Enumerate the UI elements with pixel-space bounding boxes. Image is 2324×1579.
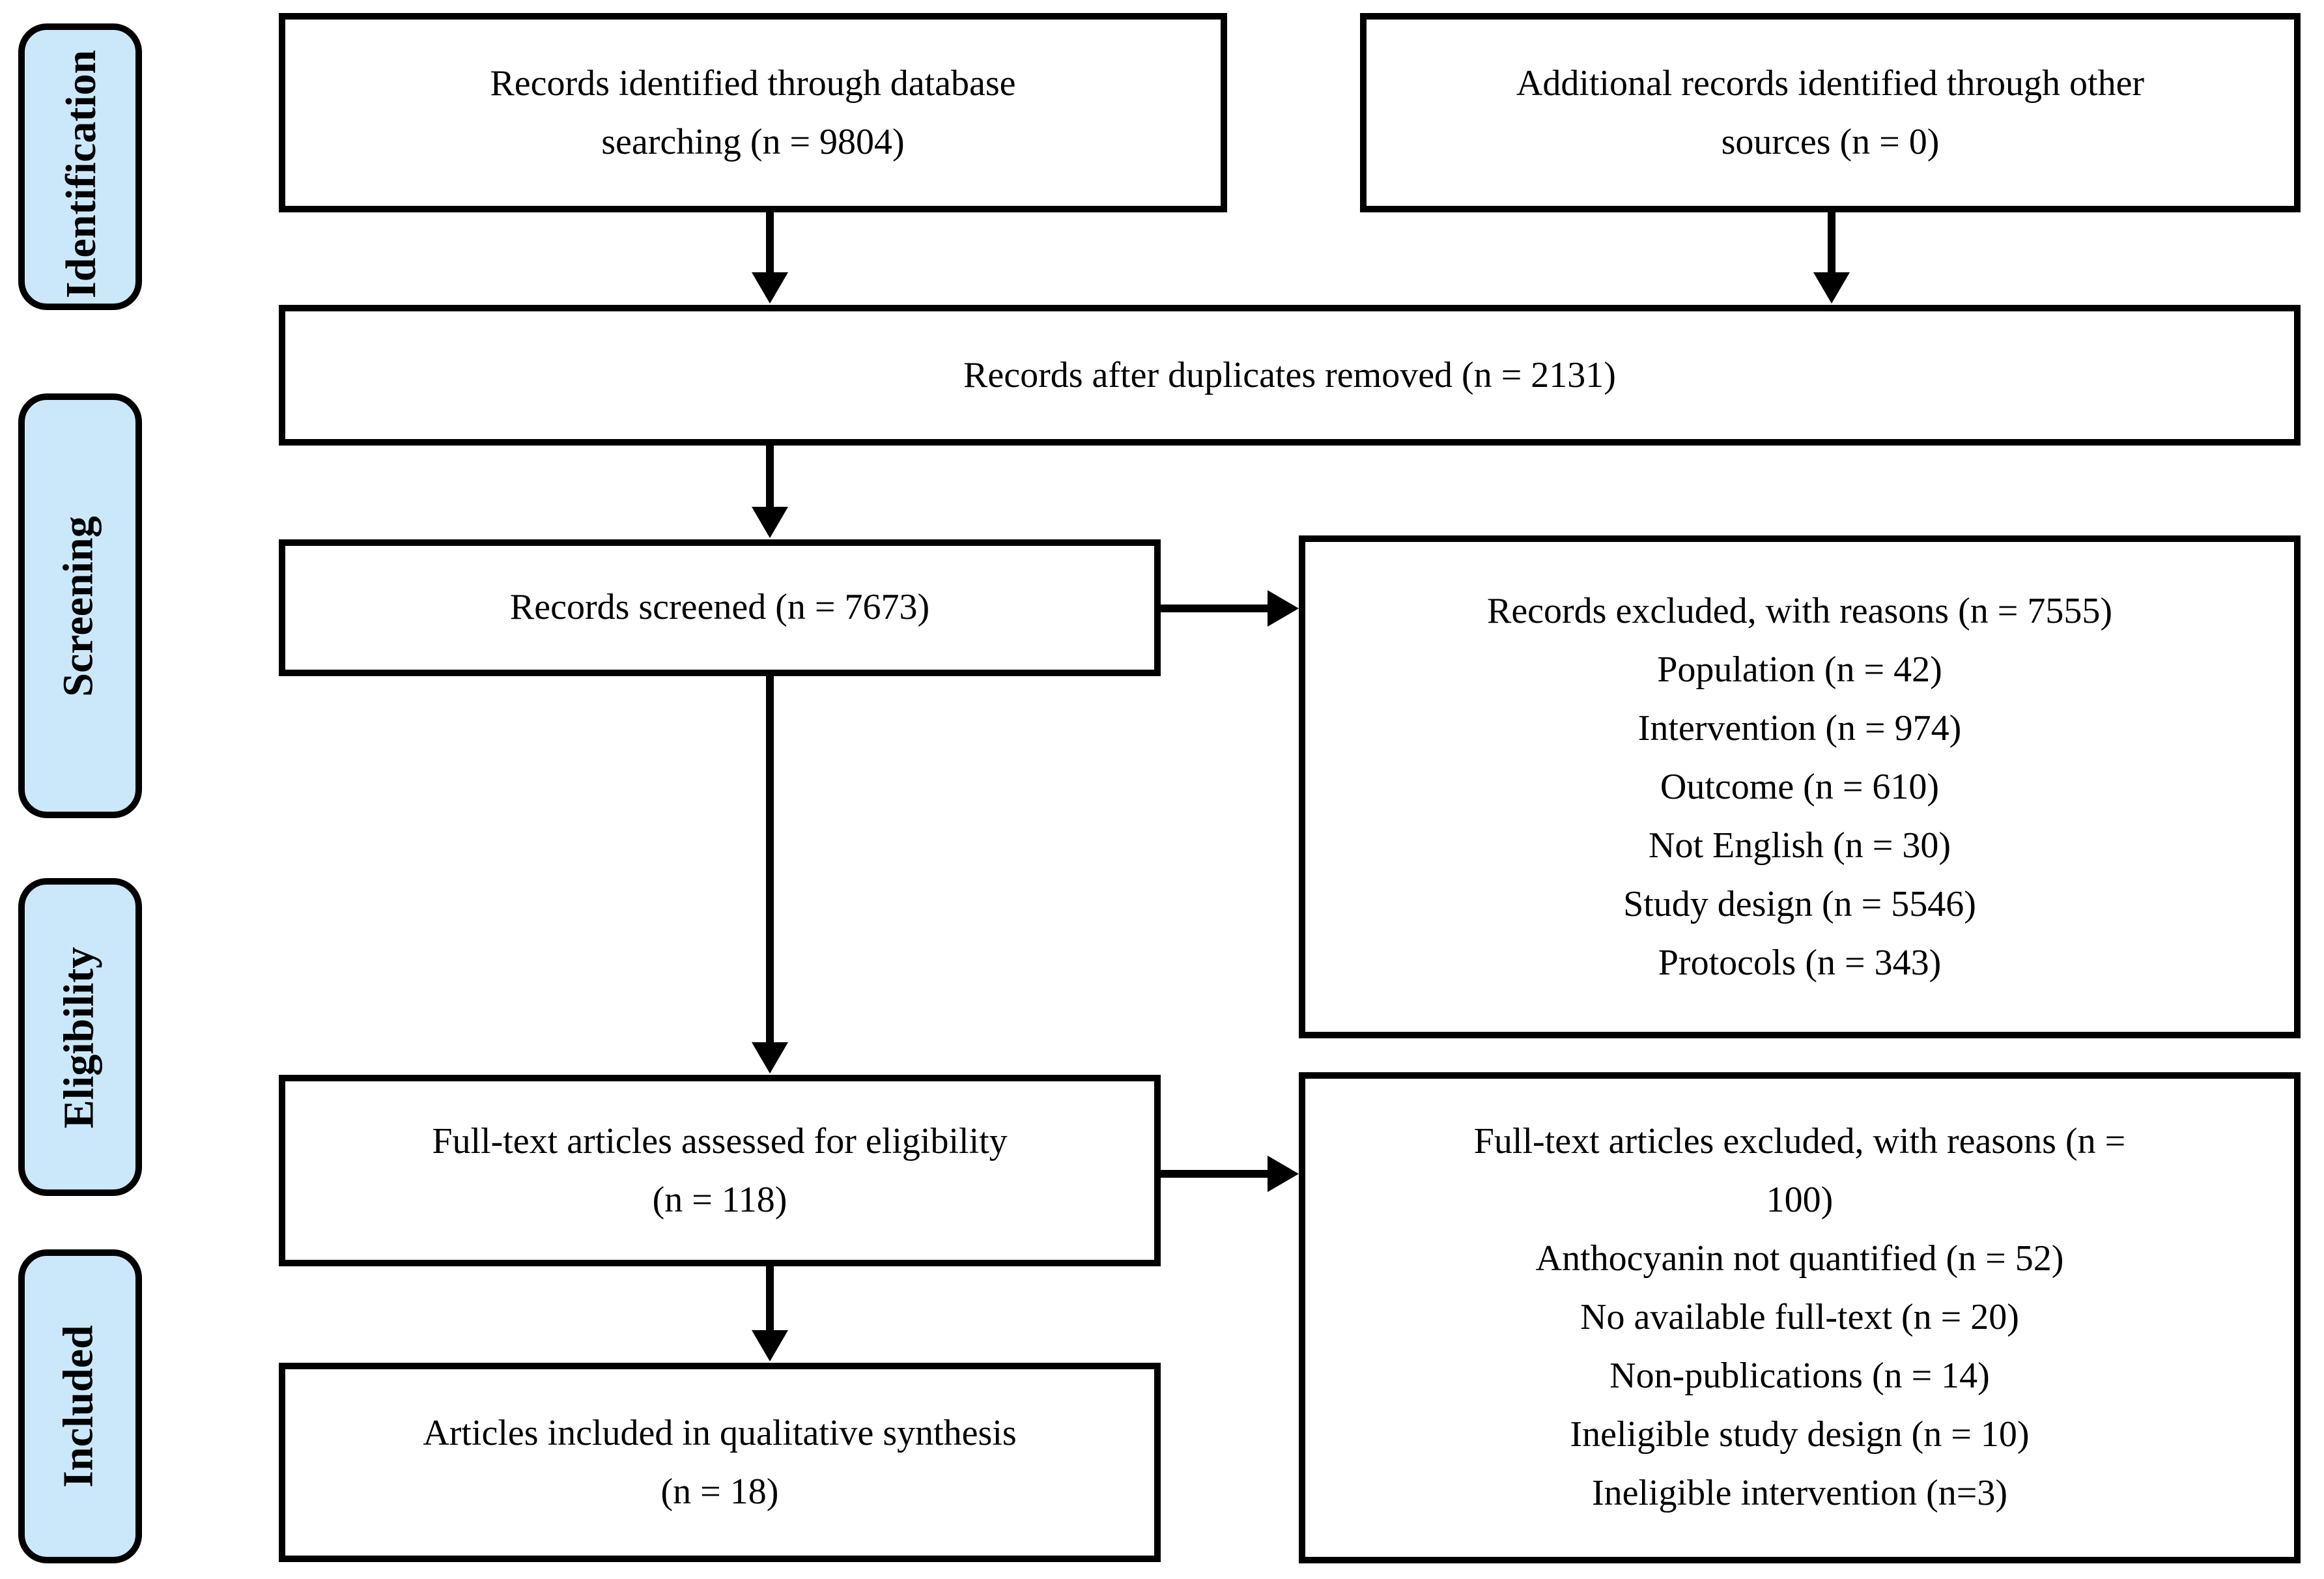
text-line: Intervention (n = 974)	[1637, 708, 1962, 748]
box-records-screened	[279, 539, 1161, 676]
text-line: (n = 118)	[652, 1180, 787, 1220]
text-line: Records screened (n = 7673)	[509, 588, 930, 628]
stage-rail-identification	[18, 23, 142, 310]
text-line: Study design (n = 5546)	[1623, 884, 1976, 924]
arrow-shaft	[766, 1266, 774, 1330]
text-line: Records excluded, with reasons (n = 7555)	[1486, 591, 2112, 631]
text-line: Non-publications (n = 14)	[1609, 1356, 1990, 1397]
arrow-shaft	[766, 676, 774, 1042]
stage-label-screening: Screening	[56, 515, 104, 696]
arrowhead-down	[1813, 272, 1850, 304]
arrow-shaft	[1828, 212, 1835, 272]
box-additional-records	[1360, 13, 2301, 212]
box-included-qualitative	[279, 1363, 1161, 1562]
stage-label-included: Included	[56, 1325, 103, 1488]
text-line: Population (n = 42)	[1657, 649, 1942, 690]
text-line: Ineligible study design (n = 10)	[1570, 1415, 2030, 1455]
text-line: No available full-text (n = 20)	[1580, 1298, 2019, 1338]
stage-rail-eligibility	[18, 878, 142, 1196]
box-fulltext-excluded	[1299, 1072, 2301, 1563]
text-line: Not English (n = 30)	[1649, 825, 1951, 866]
arrowhead-down	[752, 1330, 788, 1361]
arrow-deduplicated-to-screened	[752, 446, 788, 538]
text-line: Records after duplicates removed (n = 2131)	[963, 355, 1616, 395]
text-line: (n = 18)	[660, 1472, 779, 1512]
text-line: 100)	[1766, 1180, 1834, 1221]
text-line: Full-text articles excluded, with reasons (n =	[1473, 1122, 2126, 1162]
arrow-additional-to-deduplicated	[1813, 212, 1850, 304]
stage-label-eligibility: Eligibility	[56, 946, 103, 1128]
text-line: Outcome (n = 610)	[1660, 767, 1940, 807]
arrow-shaft	[1161, 605, 1268, 612]
text-line: Anthocyanin not quantified (n = 52)	[1535, 1239, 2064, 1279]
arrow-fulltext-to-excluded	[1161, 1156, 1299, 1192]
box-fulltext-assessed	[279, 1075, 1161, 1266]
text-line: searching (n = 9804)	[601, 122, 905, 162]
arrow-shaft	[1161, 1170, 1268, 1178]
arrowhead-right	[1268, 590, 1299, 627]
text-line: Ineligible intervention (n=3)	[1591, 1473, 2008, 1514]
arrow-fulltext-to-included	[752, 1266, 788, 1361]
text-line: Protocols (n = 343)	[1658, 943, 1942, 983]
stage-rail-included	[18, 1249, 142, 1563]
text-line: sources (n = 0)	[1721, 122, 1940, 162]
arrowhead-down	[752, 1042, 788, 1074]
text-line: Records identified through database	[490, 63, 1016, 104]
box-records-excluded	[1299, 535, 2301, 1038]
box-records-identified	[279, 13, 1227, 212]
text-line: Full-text articles assessed for eligibility	[432, 1121, 1008, 1161]
arrow-screened-to-excluded	[1161, 590, 1299, 627]
stage-rail-screening	[18, 393, 142, 818]
arrow-identified-to-deduplicated	[752, 212, 788, 304]
arrow-screened-to-fulltext	[752, 676, 788, 1074]
text-line: Articles included in qualitative synthesis	[423, 1413, 1017, 1453]
arrowhead-down	[752, 272, 788, 304]
arrowhead-down	[752, 507, 788, 538]
stage-label-identification: Identification	[58, 50, 105, 298]
text-line: Additional records identified through other	[1516, 63, 2145, 104]
arrow-shaft	[766, 446, 774, 507]
arrow-shaft	[766, 212, 774, 272]
box-records-after-duplicates	[279, 305, 2301, 446]
arrowhead-right	[1268, 1156, 1299, 1192]
